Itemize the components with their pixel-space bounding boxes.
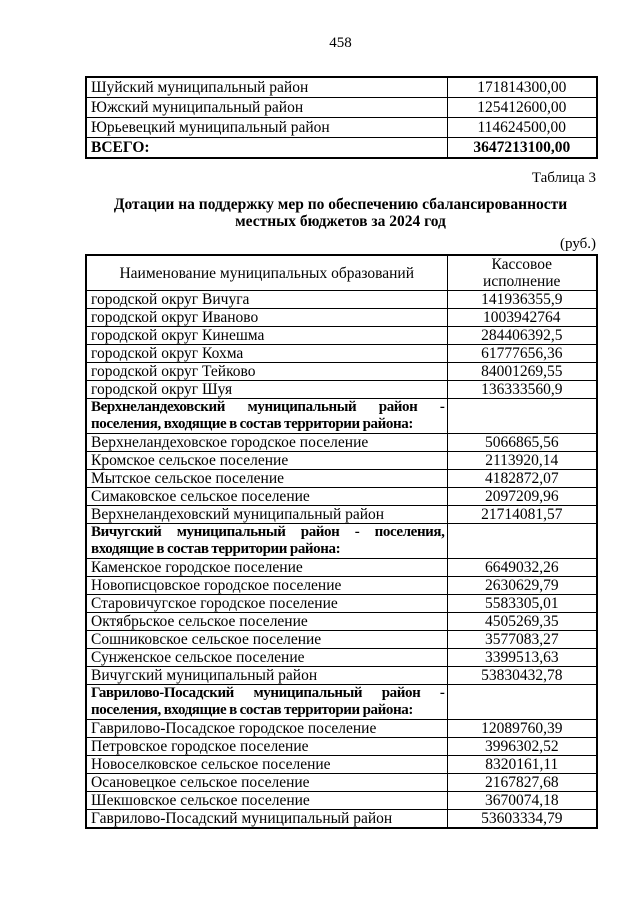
table-row <box>86 309 597 327</box>
table-row <box>86 327 597 345</box>
table-row <box>86 738 597 756</box>
municipality-name-cell: Верхнеландеховский муниципальный район <box>86 506 447 524</box>
table-row <box>86 98 597 118</box>
amount-cell: 84001269,55 <box>447 363 597 381</box>
table-row <box>86 488 597 506</box>
table-row <box>86 577 597 595</box>
amount-cell: 3647213100,00 <box>447 138 597 159</box>
table-caption: Таблица 3 <box>531 170 596 186</box>
table-row <box>86 291 597 309</box>
amount-cell <box>447 524 597 559</box>
municipality-name-cell: Шекшовское сельское поселение <box>86 792 447 810</box>
table-row <box>86 631 597 649</box>
municipality-name-cell: Новописцовское городское поселение <box>86 577 447 595</box>
municipality-name-cell: Осановецкое сельское поселение <box>86 774 447 792</box>
municipality-name-cell: Вичугский муниципальный район - поселения, входящие в состав территории района: <box>86 524 447 559</box>
table-row <box>86 345 597 363</box>
amount-cell <box>447 685 597 720</box>
amount-cell: 141936355,9 <box>447 291 597 309</box>
column-header-execution-line2: исполнение <box>483 273 561 290</box>
amount-cell: 5066865,56 <box>447 434 597 452</box>
table-row <box>86 613 597 631</box>
amount-cell: 2167827,68 <box>447 774 597 792</box>
municipality-name-cell: Гаврилово-Посадский муниципальный район - поселения, входящие в состав территории района: <box>86 685 447 720</box>
municipality-name-cell: Петровское городское поселение <box>86 738 447 756</box>
amount-cell: 12089760,39 <box>447 720 597 738</box>
amount-cell: 284406392,5 <box>447 327 597 345</box>
table-title <box>85 196 596 230</box>
table-row <box>86 506 597 524</box>
municipality-name-cell: Гаврилово-Посадский муниципальный район <box>86 810 447 829</box>
municipality-name-cell: городской округ Кохма <box>86 345 447 363</box>
amount-cell: 21714081,57 <box>447 506 597 524</box>
municipality-name-cell: Октябрьское сельское поселение <box>86 613 447 631</box>
municipality-name-cell: Симаковское сельское поселение <box>86 488 447 506</box>
amount-cell: 4182872,07 <box>447 470 597 488</box>
municipality-name-cell: ВСЕГО: <box>86 138 447 159</box>
amount-cell: 8320161,11 <box>447 756 597 774</box>
amount-cell: 53830432,78 <box>447 667 597 685</box>
municipality-name-cell: Мытское сельское поселение <box>86 470 447 488</box>
municipality-name-cell: Старовичугское городское поселение <box>86 595 447 613</box>
column-header-municipality: Наименование муниципальных образований <box>86 255 447 291</box>
section-header-row <box>86 524 597 559</box>
table-row <box>86 559 597 577</box>
amount-cell: 2097209,96 <box>447 488 597 506</box>
amount-cell: 3996302,52 <box>447 738 597 756</box>
table-title-line1: Дотации на поддержку мер по обеспечению сбалансированности <box>113 196 568 213</box>
column-header-execution-line1: Кассовое <box>491 256 553 273</box>
table-row <box>86 792 597 810</box>
municipality-name-cell: Сошниковское сельское поселение <box>86 631 447 649</box>
amount-cell: 136333560,9 <box>447 381 597 399</box>
municipality-name-cell: Новоселковское сельское поселение <box>86 756 447 774</box>
table-row <box>86 363 597 381</box>
subsidies-table <box>85 254 598 829</box>
table-title-line2: местных бюджетов за 2024 год <box>235 213 446 230</box>
amount-cell <box>447 399 597 434</box>
table-row <box>86 667 597 685</box>
currency-unit-label: (руб.) <box>560 236 596 252</box>
table-header-row <box>86 255 597 291</box>
municipality-name-cell: Кромское сельское поселение <box>86 452 447 470</box>
amount-cell: 114624500,00 <box>447 118 597 138</box>
municipality-name-cell: городской округ Кинешма <box>86 327 447 345</box>
amount-cell: 3670074,18 <box>447 792 597 810</box>
table-row <box>86 77 597 98</box>
municipality-name-cell: Юрьевецкий муниципальный район <box>86 118 447 138</box>
amount-cell: 53603334,79 <box>447 810 597 829</box>
amount-cell: 2113920,14 <box>447 452 597 470</box>
amount-cell: 3577083,27 <box>447 631 597 649</box>
municipality-name-cell: Верхнеландеховский муниципальный район - поселения, входящие в состав территории района: <box>86 399 447 434</box>
municipality-name-cell: Вичугский муниципальный район <box>86 667 447 685</box>
table-row <box>86 810 597 829</box>
table-row <box>86 756 597 774</box>
municipality-name-cell: Шуйский муниципальный район <box>86 77 447 98</box>
amount-cell: 125412600,00 <box>447 98 597 118</box>
municipality-name-cell: городской округ Тейково <box>86 363 447 381</box>
table-row <box>86 595 597 613</box>
page-number: 458 <box>329 35 352 51</box>
municipality-name-cell: Верхнеландеховское городское поселение <box>86 434 447 452</box>
table-row <box>86 452 597 470</box>
table-row <box>86 138 597 159</box>
table-row <box>86 381 597 399</box>
table-row <box>86 470 597 488</box>
amount-cell: 6649032,26 <box>447 559 597 577</box>
amount-cell: 2630629,79 <box>447 577 597 595</box>
municipality-name-cell: городской округ Шуя <box>86 381 447 399</box>
municipality-name-cell: городской округ Вичуга <box>86 291 447 309</box>
municipality-name-cell: Сунженское сельское поселение <box>86 649 447 667</box>
section-header-row <box>86 399 597 434</box>
table-row <box>86 649 597 667</box>
amount-cell: 61777656,36 <box>447 345 597 363</box>
table-row <box>86 434 597 452</box>
municipality-name-cell: Южский муниципальный район <box>86 98 447 118</box>
amount-cell: 3399513,63 <box>447 649 597 667</box>
amount-cell: 1003942764 <box>447 309 597 327</box>
table-row <box>86 118 597 138</box>
section-header-row <box>86 685 597 720</box>
municipality-name-cell: городской округ Иваново <box>86 309 447 327</box>
amount-cell: 5583305,01 <box>447 595 597 613</box>
previous-table-continuation <box>85 76 598 159</box>
column-header-execution <box>447 255 597 291</box>
municipality-name-cell: Гаврилово-Посадское городское поселение <box>86 720 447 738</box>
municipality-name-cell: Каменское городское поселение <box>86 559 447 577</box>
amount-cell: 171814300,00 <box>447 77 597 98</box>
amount-cell: 4505269,35 <box>447 613 597 631</box>
table-row <box>86 720 597 738</box>
table-row <box>86 774 597 792</box>
